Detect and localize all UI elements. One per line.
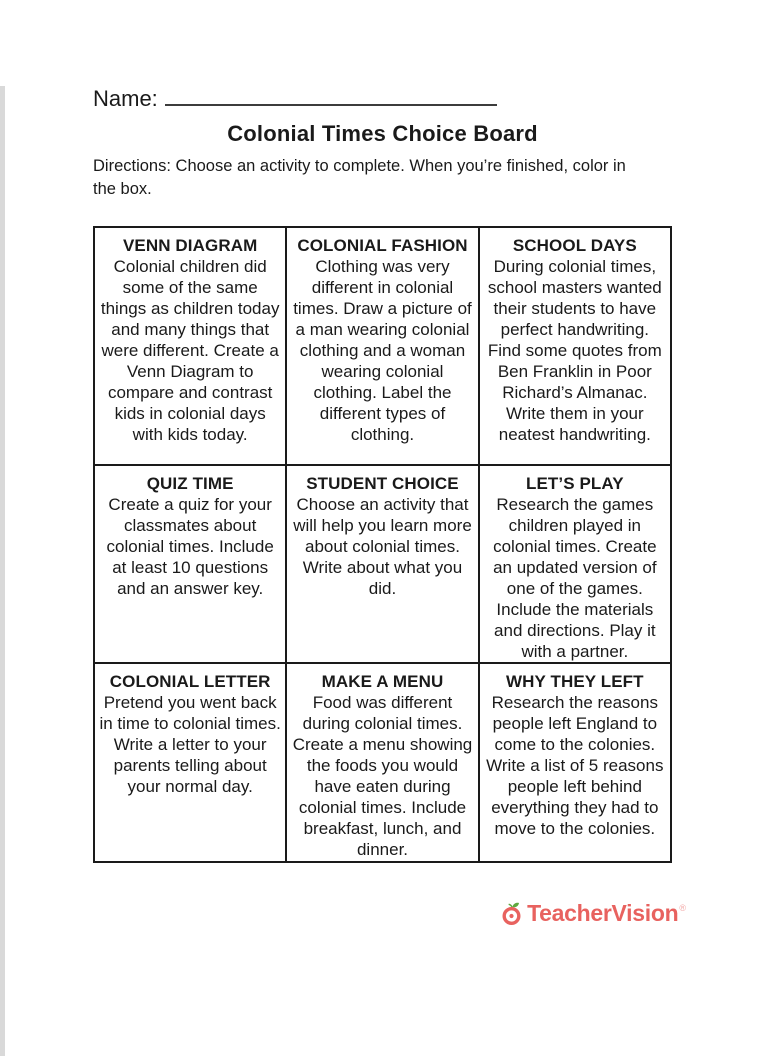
directions-text (93, 155, 763, 201)
page-title: Colonial Times Choice Board (227, 121, 538, 146)
teachervision-logo (500, 899, 686, 927)
activity-title: MAKE A MENU (321, 672, 444, 691)
activity-title: QUIZ TIME (146, 474, 234, 493)
directions-line-1: Directions: Choose an activity to complete. When you’re finished, color in (93, 157, 626, 175)
activity-title: COLONIAL LETTER (109, 672, 271, 691)
choice-board-table (93, 226, 672, 863)
activity-description: Pretend you went back in time to colonial times. Write a letter to your parents telling about your normal day. (99, 693, 281, 796)
activity-description: Choose an activity that will help you learn more about colonial times. Write about what you did. (293, 495, 472, 598)
board-row-3 (94, 663, 671, 862)
footer (0, 899, 686, 927)
activity-description: Colonial children did some of the same things as children today and many things that were different. Create a Venn Diagram to compare and contrast kids in colonial days with kids today. (100, 257, 280, 444)
name-line (93, 86, 763, 112)
activity-description: Food was different during colonial times. Create a menu showing the foods you would have eaten during colonial times. Include breakfast, lunch, and dinner. (292, 693, 473, 859)
activity-description: Clothing was very different in colonial times. Draw a picture of a man wearing colonial clothing and a woman wearing colonial clothing. Label the different types of clothing. (293, 257, 472, 444)
name-blank-line (165, 86, 497, 106)
board-row-2 (94, 465, 671, 663)
activity-description: Create a quiz for your classmates about colonial times. Include at least 10 questions and an answer key. (106, 495, 274, 598)
activity-description: During colonial times, school masters wanted their students to have perfect handwriting. Find some quotes from Ben Franklin in Poor Richard’s Almanac. Write them in your neatest handwriting. (487, 257, 662, 444)
activity-cell-student-choice (286, 465, 478, 663)
activity-title: STUDENT CHOICE (306, 474, 459, 493)
activity-cell-school-days (479, 227, 671, 465)
activity-title: COLONIAL FASHION (297, 236, 468, 255)
activity-title: LET’S PLAY (525, 474, 624, 493)
activity-description: Research the games children played in colonial times. Create an updated version of one of the games. Include the materials and directions. Play it with a partner. (493, 495, 657, 661)
activity-title: WHY THEY LEFT (506, 672, 644, 691)
activity-cell-colonial-letter (94, 663, 286, 862)
registered-trademark-symbol: ® (679, 903, 686, 913)
activity-cell-venn-diagram (94, 227, 286, 465)
activity-cell-quiz-time (94, 465, 286, 663)
name-label: Name: (93, 86, 158, 111)
board-row-1 (94, 227, 671, 465)
directions-line-2: the box. (93, 180, 152, 198)
activity-title: SCHOOL DAYS (512, 236, 637, 255)
activity-description: Research the reasons people left England to come to the colonies. Write a list of 5 reasons people left behind everything they had to move to the colonies. (486, 693, 664, 838)
activity-title: VENN DIAGRAM (122, 236, 258, 255)
brand-name: TeacherVision (527, 899, 679, 926)
apple-icon (500, 899, 526, 927)
activity-cell-lets-play (479, 465, 671, 663)
activity-cell-why-they-left (479, 663, 671, 862)
worksheet-page (0, 86, 763, 927)
activity-cell-colonial-fashion (286, 227, 478, 465)
activity-cell-make-a-menu (286, 663, 478, 862)
